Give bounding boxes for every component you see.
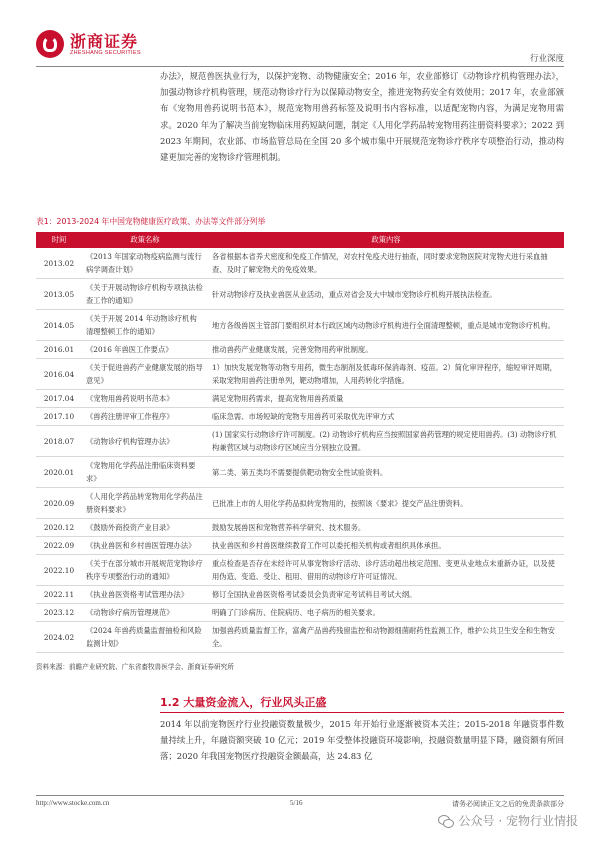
section-title: 1.2 大量资金流入，行业风头正盛 — [160, 696, 327, 709]
cell-time: 2022.09 — [36, 537, 82, 555]
cell-policy-content: 鼓励发展兽医和宠物营养科学研究、技术服务。 — [208, 519, 564, 537]
header-divider — [36, 66, 564, 67]
table-row — [36, 426, 564, 457]
table-source: 资料来源：前瞻产业研究院、广东省畜牧兽医学会、浙商证券研究所 — [36, 663, 234, 671]
cell-policy-name: 《关于开展 2014 年动物诊疗机构清理整顿工作的通知》 — [82, 310, 208, 341]
cell-policy-name: 《2024 年兽药质量监督抽检和风险监测计划》 — [82, 622, 208, 653]
watermark-text: 公众号 · 宠物行业情报 — [458, 814, 578, 828]
cell-policy-content: 执业兽医和乡村兽医继续教育工作可以委托相关机构或者组织具体承担。 — [208, 537, 564, 555]
column-header-time: 时间 — [36, 232, 82, 248]
brand-name-en: ZHESHANG SECURITIES — [70, 49, 141, 56]
cell-time: 2018.07 — [36, 426, 82, 457]
cell-policy-content: 临床急需、市场短缺的宠物专用兽药可采取优先评审方式 — [208, 408, 564, 426]
cell-policy-content: (1) 国家实行动物诊疗许可制度。(2) 动物诊疗机构应当按照国家兽药管理的规定使用兽药。(3) 动物诊疗机构兼营区域与动物诊疗区域应当分别独立设置。 — [208, 426, 564, 457]
table-title: 表1：2013-2024 年中国宠物健康医疗政策、办法等文件部分列举 — [36, 217, 266, 226]
table-row — [36, 248, 564, 279]
cell-policy-name: 《执业兽医资格考试管理办法》 — [82, 586, 208, 604]
cell-policy-name: 《关于促进兽药产业健康发展的指导意见》 — [82, 359, 208, 390]
wechat-icon — [438, 814, 454, 828]
table-row — [36, 604, 564, 622]
column-header-policy-content: 政策内容 — [208, 232, 564, 248]
brand-logo-icon — [36, 30, 64, 58]
cell-time: 2020.01 — [36, 457, 82, 488]
footer-disclaimer: 请务必阅读正文之后的免责条款部分 — [452, 800, 564, 808]
table-row — [36, 586, 564, 604]
table-row — [36, 537, 564, 555]
cell-time: 2022.11 — [36, 586, 82, 604]
wechat-watermark — [438, 812, 578, 829]
intro-paragraph: 办法》，规范兽医执业行为，以保护宠物、动物健康安全；2016 年，农业部修订《动物诊疗机构管理办法》，加强动物诊疗机构管理，规范动物诊疗行为以保障动物安全，推进宠物药安全有效使用；2017 年，农业部颁布《宠物用兽药说明书范本》，规范宠物用兽药标签及说明书内容标准，以适配宠物内容，为满足宠物用需求。2020 年为了解决当前宠物临床用药短缺问题，制定《人用化学药品转宠物用药注册资料要求》；2022 到 2023 年期间，农业部、市场监管总局在全国 20 多个城市集中开展规范宠物诊疗秩序专项整治行动，推动构建更加完善的宠物诊疗管理机制。 — [160, 71, 564, 163]
report-type-label: 行业深度 — [529, 54, 564, 64]
footer-divider — [36, 795, 564, 796]
table-row — [36, 555, 564, 586]
table-row — [36, 359, 564, 390]
cell-time: 2016.04 — [36, 359, 82, 390]
cell-time: 2013.05 — [36, 279, 82, 310]
table-row — [36, 310, 564, 341]
cell-policy-content: 地方各级兽医主管部门要组织对本行政区域内动物诊疗机构进行全面清理整顿，重点是城市宠物诊疗机构。 — [208, 310, 564, 341]
cell-policy-content: 明确了门诊病历、住院病历、电子病历的相关要求。 — [208, 604, 564, 622]
page-header — [0, 0, 600, 66]
table-header-row — [36, 232, 564, 248]
cell-policy-name: 《宠物用化学药品注册临床资料要求》 — [82, 457, 208, 488]
column-header-policy-name: 政策名称 — [82, 232, 208, 248]
cell-policy-content: 已批准上市的人用化学药品拟转宠物用的，按照该《要求》提交产品注册资料。 — [208, 488, 564, 519]
cell-policy-name: 《动物诊疗病历管理规范》 — [82, 604, 208, 622]
cell-policy-name: 《宠物用兽药说明书范本》 — [82, 390, 208, 408]
cell-time: 2016.01 — [36, 341, 82, 359]
cell-policy-name: 《人用化学药品转宠物用化学药品注册资料要求》 — [82, 488, 208, 519]
cell-policy-content: 针对动物诊疗及执业兽医从业活动，重点对省会及大中城市宠物诊疗机构开展执法检查。 — [208, 279, 564, 310]
cell-time: 2020.09 — [36, 488, 82, 519]
cell-time: 2022.10 — [36, 555, 82, 586]
cell-policy-content: 推动兽药产业健康发展，完善宠物用药审批制度。 — [208, 341, 564, 359]
cell-policy-content: 满足宠物用药需求，提高宠物用兽药质量 — [208, 390, 564, 408]
cell-time: 2017.04 — [36, 390, 82, 408]
cell-policy-name: 《关于在部分城市开展规范宠物诊疗秩序专项整治行动的通知》 — [82, 555, 208, 586]
page-number: 5/16 — [290, 799, 303, 807]
section-paragraph: 2014 年以前宠物医疗行业投融资数量极少，2015 年开始行业逐渐被资本关注；2015-2018 年融资事件数量持续上升，年融资额突破 10 亿元；2019 年受整体投融资环境影响，投融资数量明显下降，融资额有所回落；2020 年我国宠物医疗投融资金额最高，达 24.83 亿 — [160, 719, 564, 762]
cell-policy-content: 各省根据本省养犬密度和免疫工作情况，对农村免疫犬进行抽查，同时要求宠物医院对宠物犬进行采血抽查、及时了解宠物犬的免疫效果。 — [208, 248, 564, 279]
cell-policy-name: 《执业兽医和乡村兽医管理办法》 — [82, 537, 208, 555]
section-divider — [160, 712, 564, 713]
cell-time: 2013.02 — [36, 248, 82, 279]
table-row — [36, 390, 564, 408]
cell-time: 2020.12 — [36, 519, 82, 537]
cell-policy-name: 《鼓励外商投资产业目录》 — [82, 519, 208, 537]
table-row — [36, 279, 564, 310]
policy-table — [36, 232, 564, 653]
cell-policy-content: 修订全国执业兽医资格考试委员会负责审定考试科目考试大纲。 — [208, 586, 564, 604]
cell-policy-name: 《动物诊疗机构管理办法》 — [82, 426, 208, 457]
cell-policy-name: 《关于开展动物诊疗机构专项执法检查工作的通知》 — [82, 279, 208, 310]
table-row — [36, 408, 564, 426]
brand-name: 浙商证券 — [70, 31, 139, 51]
cell-policy-content: 第二类、第五类均不需要提供靶动物安全性试验资料。 — [208, 457, 564, 488]
cell-time: 2023.12 — [36, 604, 82, 622]
cell-policy-name: 《兽药注册评审工作程序》 — [82, 408, 208, 426]
cell-policy-name: 《2013 年国家动物疫病监测与流行病学调查计划》 — [82, 248, 208, 279]
table-row — [36, 341, 564, 359]
footer-url-link[interactable]: http://www.stocke.com.cn — [36, 799, 110, 807]
table-row — [36, 519, 564, 537]
brand-logo — [36, 30, 141, 58]
cell-policy-name: 《2016 年兽医工作要点》 — [82, 341, 208, 359]
cell-time: 2014.05 — [36, 310, 82, 341]
cell-time: 2017.10 — [36, 408, 82, 426]
cell-time: 2024.02 — [36, 622, 82, 653]
cell-policy-content: 1）加快发展宠物等动物专用药，微生态制剂及低毒环保消毒剂、疫苗。2）简化审评程序，缩短审评周期，采取宠物用兽药注册单列，靶动物增加，人用药转化学措施。 — [208, 359, 564, 390]
table-row — [36, 488, 564, 519]
table-row — [36, 622, 564, 653]
cell-policy-content: 重点检查是否存在未经许可从事宠物诊疗活动、诊疗活动超出核定范围、变更从业地点未重新办证，以及使用伪造、变造、受让、租用、借用的动物诊疗许可证情况。 — [208, 555, 564, 586]
table-row — [36, 457, 564, 488]
cell-policy-content: 加强兽药质量监督工作，富禽产品兽药残留监控和动物源细菌耐药性监测工作，维护公共卫生安全和生物安全。 — [208, 622, 564, 653]
